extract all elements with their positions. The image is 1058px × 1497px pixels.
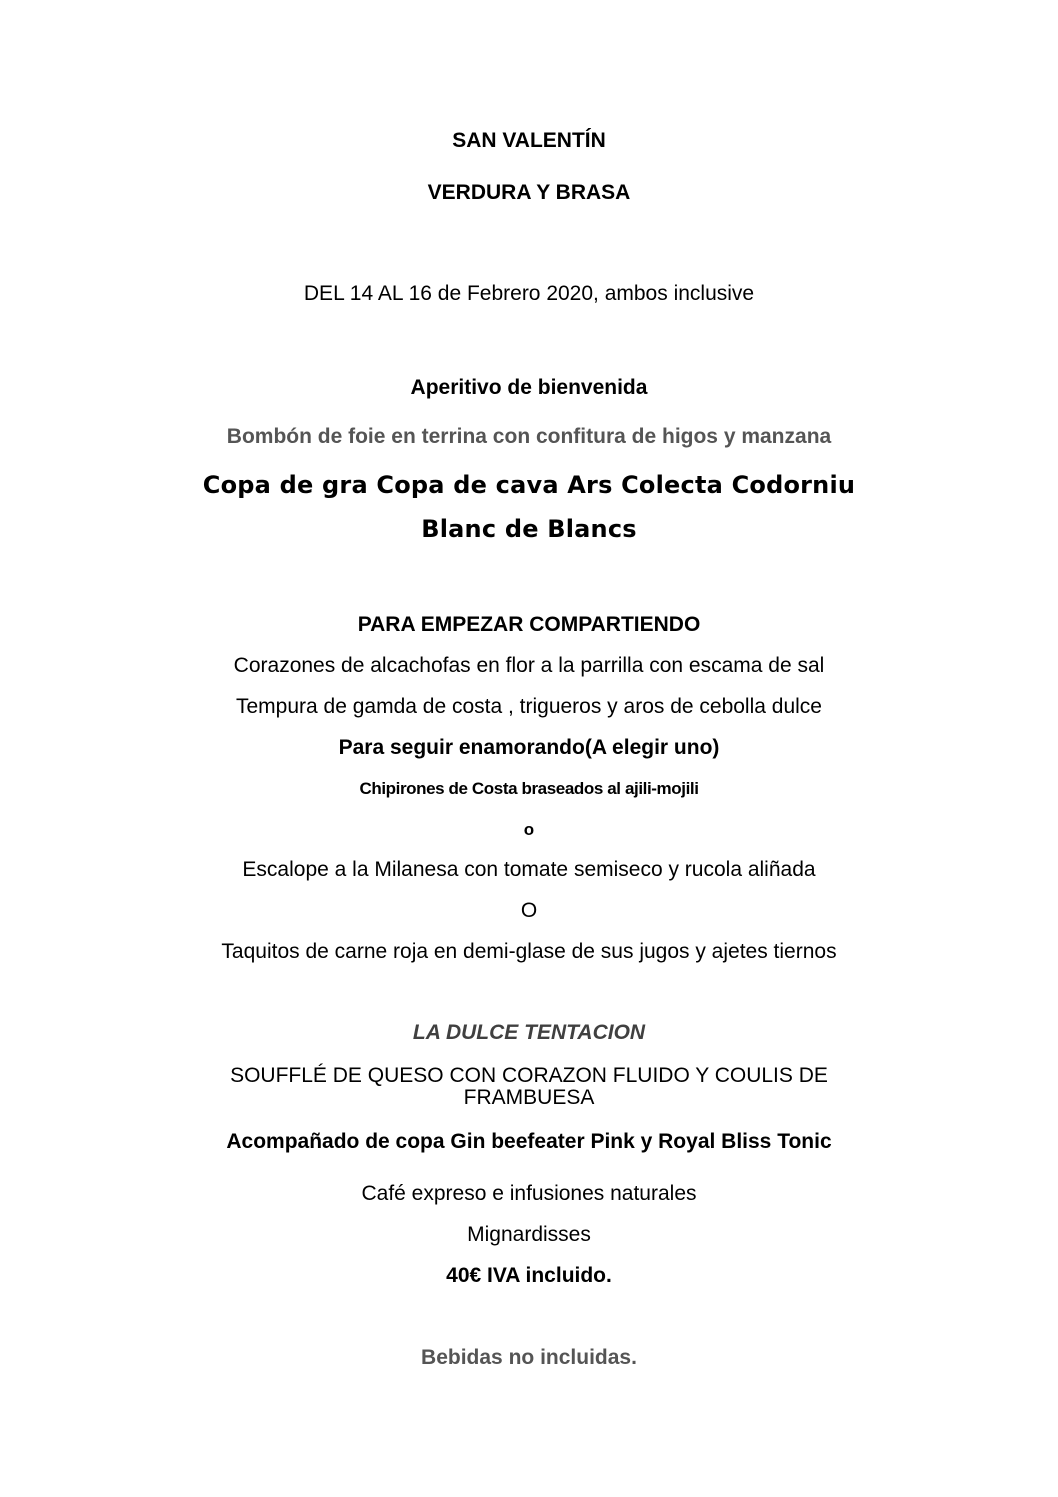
souffle-line-2: FRAMBUESA (463, 1086, 595, 1109)
seguir-separator-1: o (523, 820, 535, 839)
aperitivo-heading: Aperitivo de bienvenida (410, 376, 648, 399)
seguir-option-2: Escalope a la Milanesa con tomate semiseco y rucola aliñada (242, 858, 816, 881)
price-line: 40€ IVA incluido. (446, 1264, 612, 1287)
souffle-line-1: SOUFFLÉ DE QUESO CON CORAZON FLUIDO Y COULIS DE (230, 1064, 828, 1087)
postre-heading: LA DULCE TENTACION (412, 1021, 646, 1044)
empezar-heading: PARA EMPEZAR COMPARTIENDO (357, 613, 701, 636)
date-range: DEL 14 AL 16 de Febrero 2020, ambos inclusive (303, 282, 755, 305)
cafe-line: Café expreso e infusiones naturales (361, 1182, 697, 1205)
seguir-separator-2: O (520, 899, 538, 922)
cava-line-2: Blanc de Blancs (421, 515, 637, 543)
gin-pairing: Acompañado de copa Gin beefeater Pink y Royal Bliss Tonic (226, 1130, 832, 1153)
seguir-option-1: Chipirones de Costa braseados al ajili-mojili (359, 779, 699, 798)
seguir-option-3: Taquitos de carne roja en demi-glase de sus jugos y ajetes tiernos (221, 940, 837, 963)
drinks-note: Bebidas no incluidas. (421, 1346, 637, 1369)
menu-title: SAN VALENTÍN (452, 129, 606, 152)
mignardisses-line: Mignardisses (467, 1223, 591, 1246)
seguir-heading: Para seguir enamorando(A elegir uno) (338, 736, 720, 759)
restaurant-name: VERDURA Y BRASA (427, 181, 631, 204)
cava-line-1: Copa de gra Copa de cava Ars Colecta Codorniu (202, 471, 856, 499)
aperitivo-bombon: Bombón de foie en terrina con confitura de higos y manzana (226, 425, 832, 448)
empezar-item-1: Corazones de alcachofas en flor a la parrilla con escama de sal (233, 654, 825, 677)
empezar-item-2: Tempura de gamda de costa , trigueros y aros de cebolla dulce (235, 695, 822, 718)
